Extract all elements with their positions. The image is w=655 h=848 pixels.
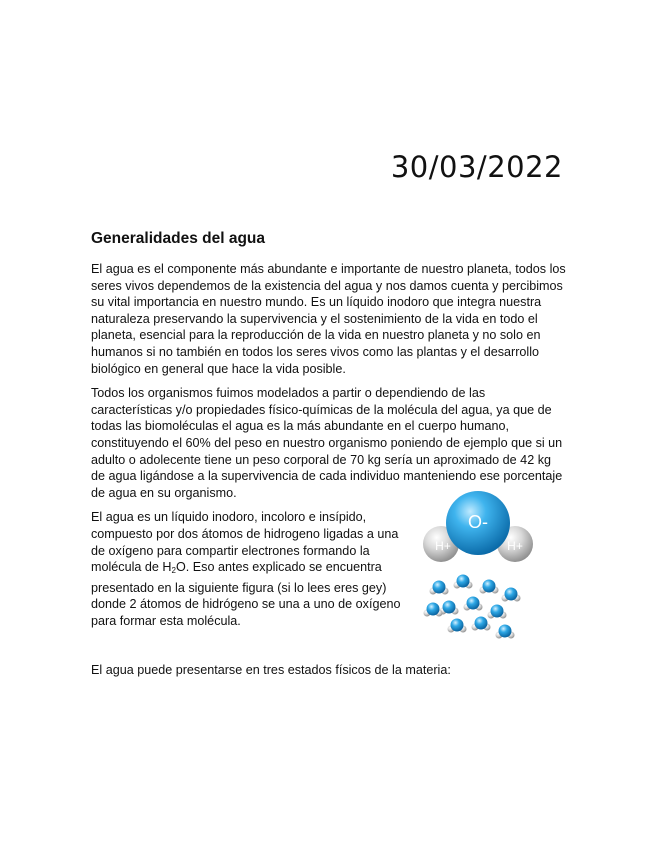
document-body bbox=[91, 230, 566, 637]
small-water-molecule bbox=[472, 617, 491, 631]
hydrogen-left-label: H+ bbox=[435, 539, 451, 554]
document-date: 30/03/2022 bbox=[390, 150, 563, 184]
paragraph-3-after: O. Eso antes explicado se encuentra presentado en la siguiente figura (si lo lees eres gey) donde 2 átomos de hidrógeno se una a uno de oxígeno para formar esta molécula. bbox=[91, 560, 401, 628]
water-molecule-cluster bbox=[424, 575, 521, 639]
water-molecule-figure bbox=[411, 491, 561, 641]
paragraph-3 bbox=[91, 509, 409, 629]
paragraph-3-before: El agua es un líquido inodoro, incoloro e insípido, compuesto por dos átomos de hidrogeno ligadas a una de oxígeno para compartir electrones formando la molécula de H bbox=[91, 510, 399, 575]
section-title: Generalidades del agua bbox=[91, 230, 266, 247]
paragraph-2: Todos los organismos fuimos modelados a partir o dependiendo de las características y/o propiedades físico-químicas de la molécula del agua, ya que de todas las biomoléculas el agua es la más abundante en el cuerpo humano, constituyendo el 60% del peso en nuestro organismo poniendo de ejemplo que si un adulto o adolecente tiene un peso corporal de 70 kg sería un aproximado de 42 kg de agua ligándose a la supervivencia de cada individuo manteniendo ese porcentaje de agua en su organismo. bbox=[91, 386, 563, 500]
states-intro: El agua puede presentarse en tres estados físicos de la materia: bbox=[91, 663, 451, 677]
paragraph-1: El agua es el componente más abundante e importante de nuestro planeta, todos los seres vivos dependemos de la existencia del agua y nos damos cuenta y percibimos su vital importancia en nuestro mundo. Es un líquido inodoro que integra nuestra naturaleza preservando la supervivencia y el sostenimiento de la vida en todo el planeta, esencial para la reproducción de la vida en nuestro planeta y no solo en humanos si no también en todos los seres vivos como las plantas y el desarrollo biológico en general que hace la vida posible. bbox=[91, 262, 566, 376]
small-water-molecule bbox=[448, 619, 467, 633]
small-water-molecule bbox=[424, 603, 443, 617]
large-molecule bbox=[423, 491, 533, 562]
small-water-molecule bbox=[454, 575, 473, 589]
small-water-molecule bbox=[502, 588, 521, 602]
oxygen-label: O- bbox=[468, 512, 488, 533]
subscript-2: 2 bbox=[171, 566, 176, 576]
hydrogen-right-label: H+ bbox=[507, 539, 523, 554]
small-water-molecule bbox=[496, 625, 515, 639]
molecule-section bbox=[91, 509, 566, 629]
small-water-molecule bbox=[464, 597, 483, 611]
small-water-molecule bbox=[430, 581, 449, 595]
small-water-molecule bbox=[480, 580, 499, 594]
small-water-molecule bbox=[488, 605, 507, 619]
